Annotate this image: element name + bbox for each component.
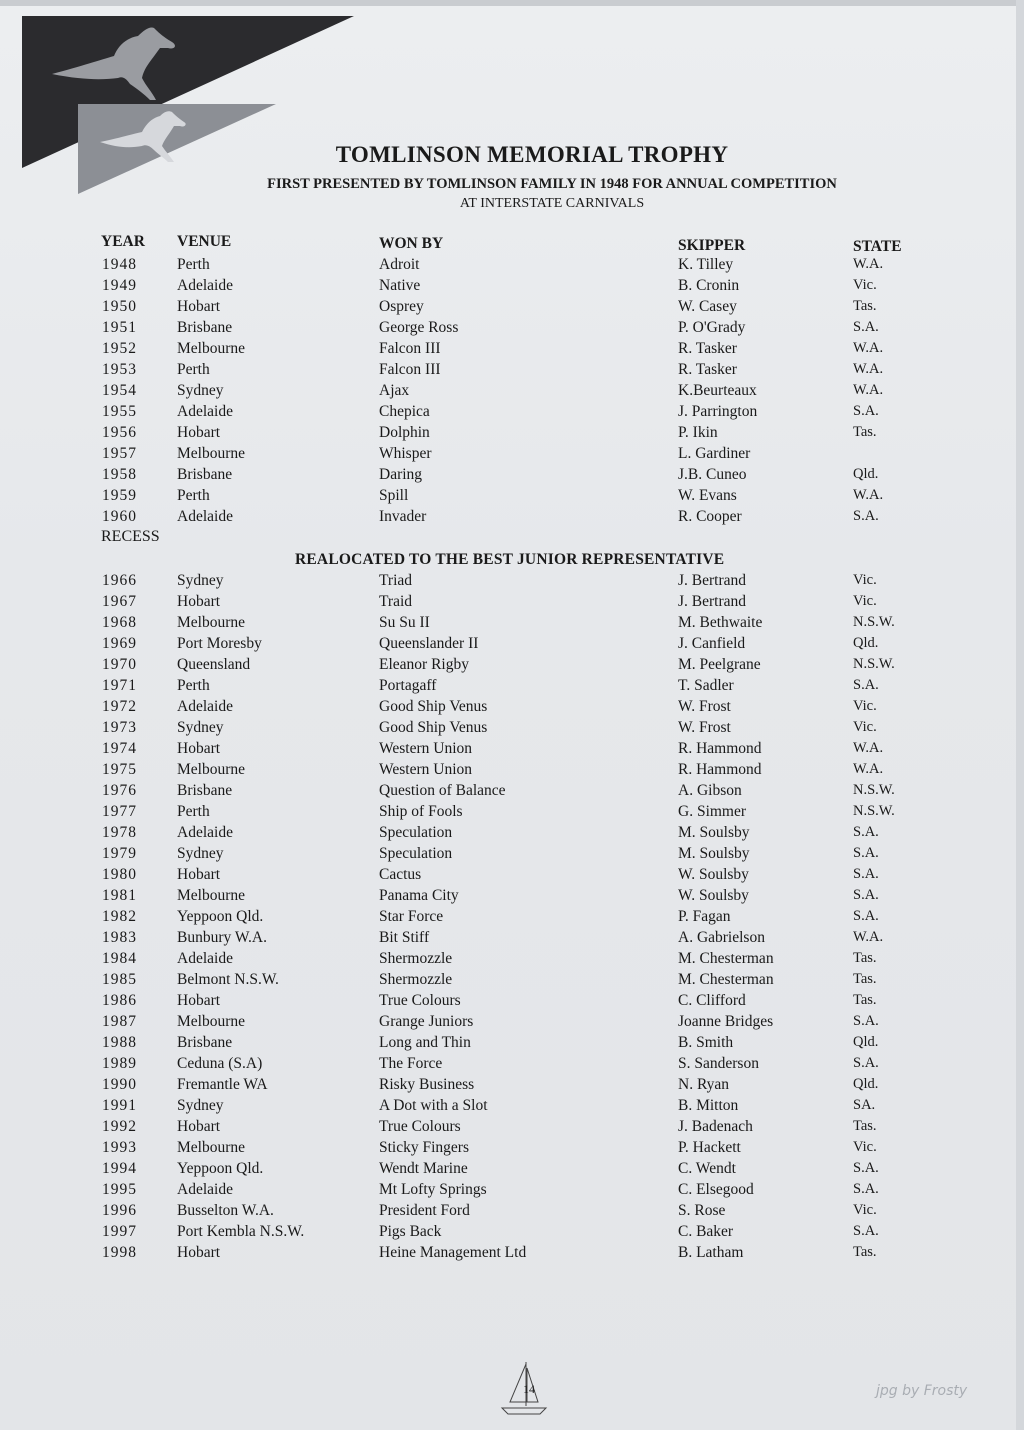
won-by-cell: Long and Thin	[379, 1034, 471, 1051]
won-by-cell: Sticky Fingers	[379, 1139, 469, 1156]
venue-cell: Sydney	[177, 572, 224, 589]
table-row	[0, 359, 1024, 380]
won-by-cell: Cactus	[379, 866, 422, 883]
state-cell: Tas.	[853, 992, 877, 1008]
venue-cell: Brisbane	[177, 1034, 233, 1051]
won-by-cell: Su Su II	[379, 614, 430, 631]
won-by-cell: The Force	[379, 1055, 443, 1072]
won-by-cell: Bit Stiff	[379, 929, 430, 946]
skipper-cell: M. Chesterman	[678, 950, 774, 967]
won-by-cell: Osprey	[379, 298, 424, 315]
state-cell: Vic.	[853, 593, 877, 609]
page-title: TOMLINSON MEMORIAL TROPHY	[335, 142, 729, 167]
year-cell: 1989	[102, 1055, 137, 1072]
state-cell: Vic.	[853, 277, 877, 293]
state-cell: S.A.	[853, 866, 879, 882]
skipper-cell: P. O'Grady	[678, 319, 746, 336]
year-cell: 1949	[102, 277, 137, 294]
state-cell: W.A.	[853, 740, 884, 756]
won-by-cell: Panama City	[379, 887, 459, 904]
table-row	[0, 717, 1024, 738]
table-row	[0, 506, 1024, 527]
table-row	[0, 1011, 1024, 1032]
venue-cell: Melbourne	[177, 340, 246, 357]
year-cell: 1981	[102, 887, 137, 904]
won-by-cell: Western Union	[379, 740, 473, 757]
state-cell: N.S.W.	[853, 782, 895, 798]
column-header-skipper: SKIPPER	[678, 237, 746, 254]
year-cell: 1966	[102, 572, 137, 589]
won-by-cell: True Colours	[379, 992, 461, 1009]
year-cell: 1952	[102, 340, 137, 357]
table-row	[0, 780, 1024, 801]
table-row	[0, 990, 1024, 1011]
won-by-cell: Portagaff	[379, 677, 437, 694]
skipper-cell: J. Canfield	[678, 635, 746, 652]
table-row	[0, 654, 1024, 675]
table-row	[0, 570, 1024, 591]
won-by-cell: Eleanor Rigby	[379, 656, 469, 673]
year-cell: 1960	[102, 508, 137, 525]
table-row	[0, 1053, 1024, 1074]
table-row	[0, 296, 1024, 317]
won-by-cell: Pigs Back	[379, 1223, 442, 1240]
year-cell: 1956	[102, 424, 137, 441]
state-cell: N.S.W.	[853, 614, 895, 630]
won-by-cell: Mt Lofty Springs	[379, 1181, 487, 1198]
state-cell: Tas.	[853, 971, 877, 987]
skipper-cell: M. Bethwaite	[678, 614, 763, 631]
state-cell: Tas.	[853, 950, 877, 966]
skipper-cell: M. Peelgrane	[678, 656, 761, 673]
skipper-cell: S. Sanderson	[678, 1055, 759, 1072]
table-row	[0, 885, 1024, 906]
venue-cell: Sydney	[177, 382, 224, 399]
venue-cell: Adelaide	[177, 403, 233, 420]
year-cell: 1976	[102, 782, 137, 799]
won-by-cell: Chepica	[379, 403, 430, 420]
table-row	[0, 801, 1024, 822]
state-cell: S.A.	[853, 319, 879, 335]
skipper-cell: S. Rose	[678, 1202, 726, 1219]
state-cell: Tas.	[853, 1118, 877, 1134]
state-cell: S.A.	[853, 1055, 879, 1071]
venue-cell: Melbourne	[177, 761, 246, 778]
table-row	[0, 948, 1024, 969]
won-by-cell: Adroit	[379, 256, 420, 273]
venue-cell: Brisbane	[177, 319, 233, 336]
state-cell: Vic.	[853, 719, 877, 735]
venue-cell: Perth	[177, 677, 210, 694]
won-by-cell: A Dot with a Slot	[379, 1097, 488, 1114]
won-by-cell: Triad	[379, 572, 413, 589]
state-cell: N.S.W.	[853, 803, 895, 819]
year-cell: 1993	[102, 1139, 137, 1156]
skipper-cell: K. Tilley	[678, 256, 734, 273]
won-by-cell: Falcon III	[379, 340, 441, 357]
table-row	[0, 1095, 1024, 1116]
table-row	[0, 696, 1024, 717]
state-cell: Qld.	[853, 466, 879, 482]
skipper-cell: G. Simmer	[678, 803, 747, 820]
year-cell: 1996	[102, 1202, 137, 1219]
state-cell: Qld.	[853, 1076, 879, 1092]
skipper-cell: T. Sadler	[678, 677, 734, 694]
table-row	[0, 485, 1024, 506]
year-cell: 1984	[102, 950, 137, 967]
venue-cell: Perth	[177, 256, 210, 273]
year-cell: 1974	[102, 740, 137, 757]
won-by-cell: Wendt Marine	[379, 1160, 468, 1177]
skipper-cell: J.B. Cuneo	[678, 466, 747, 483]
state-cell: S.A.	[853, 508, 879, 524]
year-cell: 1975	[102, 761, 137, 778]
venue-cell: Adelaide	[177, 950, 233, 967]
venue-cell: Hobart	[177, 740, 221, 757]
skipper-cell: W. Frost	[678, 698, 731, 715]
venue-cell: Busselton W.A.	[177, 1202, 274, 1219]
state-cell: Qld.	[853, 1034, 879, 1050]
won-by-cell: Heine Management Ltd	[379, 1244, 527, 1261]
state-cell: S.A.	[853, 1181, 879, 1197]
state-cell: S.A.	[853, 908, 879, 924]
table-row	[0, 864, 1024, 885]
won-by-cell: Ship of Fools	[379, 803, 463, 820]
year-cell: 1959	[102, 487, 137, 504]
venue-cell: Adelaide	[177, 824, 233, 841]
year-cell: 1958	[102, 466, 137, 483]
state-cell: S.A.	[853, 887, 879, 903]
state-cell: W.A.	[853, 382, 884, 398]
table-row	[0, 317, 1024, 338]
year-cell: 1983	[102, 929, 137, 946]
year-cell: 1998	[102, 1244, 137, 1261]
won-by-cell: Question of Balance	[379, 782, 506, 799]
skipper-cell: B. Smith	[678, 1034, 734, 1051]
venue-cell: Hobart	[177, 424, 221, 441]
table-row	[0, 927, 1024, 948]
skipper-cell: M. Chesterman	[678, 971, 774, 988]
table-row	[0, 906, 1024, 927]
won-by-cell: Shermozzle	[379, 950, 453, 967]
won-by-cell: Shermozzle	[379, 971, 453, 988]
won-by-cell: President Ford	[379, 1202, 470, 1219]
skipper-cell: P. Hackett	[678, 1139, 741, 1156]
skipper-cell: M. Soulsby	[678, 845, 750, 862]
subtitle-line-2: AT INTERSTATE CARNIVALS	[459, 196, 645, 211]
venue-cell: Perth	[177, 361, 210, 378]
table-row	[0, 338, 1024, 359]
state-cell: W.A.	[853, 256, 884, 272]
table-row	[0, 1074, 1024, 1095]
state-cell: S.A.	[853, 1160, 879, 1176]
table-row	[0, 254, 1024, 275]
year-cell: 1988	[102, 1034, 137, 1051]
skipper-cell: B. Mitton	[678, 1097, 739, 1114]
won-by-cell: Dolphin	[379, 424, 430, 441]
skipper-cell: R. Tasker	[678, 340, 737, 357]
year-cell: 1980	[102, 866, 137, 883]
table-row	[0, 443, 1024, 464]
skipper-cell: C. Elsegood	[678, 1181, 754, 1198]
table-row	[0, 464, 1024, 485]
column-header-year: YEAR	[101, 233, 145, 250]
state-cell: S.A.	[853, 677, 879, 693]
table-row	[0, 1242, 1024, 1263]
state-cell: W.A.	[853, 929, 884, 945]
year-cell: 1977	[102, 803, 137, 820]
year-cell: 1987	[102, 1013, 137, 1030]
won-by-cell: Queenslander II	[379, 635, 479, 652]
won-by-cell: Traid	[379, 593, 413, 610]
venue-cell: Ceduna (S.A)	[177, 1055, 263, 1072]
venue-cell: Sydney	[177, 845, 224, 862]
state-cell: Vic.	[853, 1202, 877, 1218]
won-by-cell: Falcon III	[379, 361, 441, 378]
venue-cell: Sydney	[177, 719, 224, 736]
won-by-cell: True Colours	[379, 1118, 461, 1135]
skipper-cell: J. Parrington	[678, 403, 758, 420]
year-cell: 1973	[102, 719, 137, 736]
year-cell: 1967	[102, 593, 137, 610]
year-cell: 1979	[102, 845, 137, 862]
table-row	[0, 1200, 1024, 1221]
skipper-cell: J. Badenach	[678, 1118, 753, 1135]
state-cell: S.A.	[853, 1013, 879, 1029]
venue-cell: Melbourne	[177, 1013, 246, 1030]
venue-cell: Adelaide	[177, 508, 233, 525]
state-cell: S.A.	[853, 824, 879, 840]
won-by-cell: Speculation	[379, 845, 453, 862]
state-cell: W.A.	[853, 761, 884, 777]
reallocated-heading: REALOCATED TO THE BEST JUNIOR REPRESENTATIVE	[295, 551, 725, 568]
year-cell: 1994	[102, 1160, 137, 1177]
table-row	[0, 1032, 1024, 1053]
venue-cell: Hobart	[177, 866, 221, 883]
venue-cell: Perth	[177, 487, 210, 504]
table-row	[0, 633, 1024, 654]
table-row	[0, 275, 1024, 296]
state-cell: Tas.	[853, 298, 877, 314]
venue-cell: Bunbury W.A.	[177, 929, 267, 946]
skipper-cell: A. Gabrielson	[678, 929, 765, 946]
state-cell: Vic.	[853, 1139, 877, 1155]
skipper-cell: J. Bertrand	[678, 572, 747, 589]
state-cell: Tas.	[853, 1244, 877, 1260]
venue-cell: Belmont N.S.W.	[177, 971, 279, 988]
venue-cell: Melbourne	[177, 614, 246, 631]
skipper-cell: P. Ikin	[678, 424, 718, 441]
state-cell: Tas.	[853, 424, 877, 440]
photo-credit: jpg by Frosty	[876, 1383, 968, 1399]
year-cell: 1970	[102, 656, 137, 673]
column-header-won-by: WON BY	[379, 235, 444, 252]
table-row	[0, 969, 1024, 990]
won-by-cell: Invader	[379, 508, 427, 525]
skipper-cell: C. Wendt	[678, 1160, 736, 1177]
year-cell: 1971	[102, 677, 137, 694]
year-cell: 1953	[102, 361, 137, 378]
skipper-cell: W. Casey	[678, 298, 737, 315]
won-by-cell: Good Ship Venus	[379, 698, 488, 715]
column-header-venue: VENUE	[177, 233, 232, 250]
venue-cell: Adelaide	[177, 277, 233, 294]
skipper-cell: L. Gardiner	[678, 445, 751, 462]
won-by-cell: Ajax	[379, 382, 410, 399]
skipper-cell: J. Bertrand	[678, 593, 747, 610]
state-cell: Vic.	[853, 698, 877, 714]
skipper-cell: P. Fagan	[678, 908, 731, 925]
state-cell: Qld.	[853, 635, 879, 651]
year-cell: 1985	[102, 971, 137, 988]
table-row	[0, 1158, 1024, 1179]
year-cell: 1992	[102, 1118, 137, 1135]
won-by-cell: Grange Juniors	[379, 1013, 474, 1030]
venue-cell: Adelaide	[177, 1181, 233, 1198]
venue-cell: Queensland	[177, 656, 251, 673]
year-cell: 1957	[102, 445, 137, 462]
skipper-cell: N. Ryan	[678, 1076, 730, 1093]
won-by-cell: Star Force	[379, 908, 444, 925]
year-cell: 1950	[102, 298, 137, 315]
column-header-state: STATE	[853, 238, 902, 255]
state-cell: W.A.	[853, 340, 884, 356]
table-row	[0, 675, 1024, 696]
skipper-cell: W. Frost	[678, 719, 731, 736]
table-row	[0, 380, 1024, 401]
table-row	[0, 1221, 1024, 1242]
table-row	[0, 843, 1024, 864]
venue-cell: Melbourne	[177, 887, 246, 904]
venue-cell: Perth	[177, 803, 210, 820]
table-row	[0, 1137, 1024, 1158]
venue-cell: Sydney	[177, 1097, 224, 1114]
page-number: 14	[523, 1382, 535, 1396]
venue-cell: Brisbane	[177, 466, 233, 483]
venue-cell: Fremantle WA	[177, 1076, 268, 1093]
venue-cell: Yeppoon Qld.	[177, 1160, 264, 1177]
table-row	[0, 401, 1024, 422]
venue-cell: Yeppoon Qld.	[177, 908, 264, 925]
year-cell: 1995	[102, 1181, 137, 1198]
year-cell: 1951	[102, 319, 137, 336]
skipper-cell: C. Baker	[678, 1223, 734, 1240]
state-cell: S.A.	[853, 403, 879, 419]
year-cell: 1954	[102, 382, 137, 399]
year-cell: 1997	[102, 1223, 137, 1240]
state-cell: S.A.	[853, 1223, 879, 1239]
table-row	[0, 422, 1024, 443]
won-by-cell: Spill	[379, 487, 409, 504]
venue-cell: Melbourne	[177, 445, 246, 462]
skipper-cell: K.Beurteaux	[678, 382, 757, 399]
state-cell: Vic.	[853, 572, 877, 588]
state-cell: W.A.	[853, 361, 884, 377]
skipper-cell: M. Soulsby	[678, 824, 750, 841]
won-by-cell: Western Union	[379, 761, 473, 778]
won-by-cell: Whisper	[379, 445, 432, 462]
table-row	[0, 1179, 1024, 1200]
won-by-cell: Native	[379, 277, 421, 294]
skipper-cell: B. Latham	[678, 1244, 744, 1261]
won-by-cell: Speculation	[379, 824, 453, 841]
skipper-cell: C. Clifford	[678, 992, 746, 1009]
venue-cell: Hobart	[177, 1244, 221, 1261]
skipper-cell: W. Soulsby	[678, 887, 749, 904]
state-cell: S.A.	[853, 845, 879, 861]
year-cell: 1978	[102, 824, 137, 841]
won-by-cell: Risky Business	[379, 1076, 475, 1093]
year-cell: 1982	[102, 908, 137, 925]
year-cell: 1986	[102, 992, 137, 1009]
venue-cell: Hobart	[177, 992, 221, 1009]
recess-label: RECESS	[101, 528, 160, 545]
table-row	[0, 591, 1024, 612]
venue-cell: Port Moresby	[177, 635, 262, 652]
skipper-cell: W. Evans	[678, 487, 737, 504]
venue-cell: Hobart	[177, 298, 221, 315]
year-cell: 1955	[102, 403, 137, 420]
year-cell: 1948	[102, 256, 137, 273]
table-row	[0, 612, 1024, 633]
skipper-cell: R. Cooper	[678, 508, 742, 525]
skipper-cell: R. Hammond	[678, 761, 762, 778]
venue-cell: Brisbane	[177, 782, 233, 799]
skipper-cell: A. Gibson	[678, 782, 742, 799]
state-cell: W.A.	[853, 487, 884, 503]
year-cell: 1969	[102, 635, 137, 652]
table-row	[0, 1116, 1024, 1137]
skipper-cell: R. Tasker	[678, 361, 737, 378]
year-cell: 1968	[102, 614, 137, 631]
venue-cell: Melbourne	[177, 1139, 246, 1156]
page-top-edge	[0, 0, 1024, 6]
state-cell: N.S.W.	[853, 656, 895, 672]
venue-cell: Hobart	[177, 593, 221, 610]
skipper-cell: B. Cronin	[678, 277, 740, 294]
skipper-cell: R. Hammond	[678, 740, 762, 757]
table-row	[0, 738, 1024, 759]
year-cell: 1991	[102, 1097, 137, 1114]
state-cell: SA.	[853, 1097, 876, 1113]
year-cell: 1990	[102, 1076, 137, 1093]
venue-cell: Port Kembla N.S.W.	[177, 1223, 305, 1240]
table-row	[0, 759, 1024, 780]
skipper-cell: Joanne Bridges	[678, 1013, 774, 1030]
won-by-cell: Good Ship Venus	[379, 719, 488, 736]
table-row	[0, 822, 1024, 843]
subtitle: FIRST PRESENTED BY TOMLINSON FAMILY IN 1948 FOR ANNUAL COMPETITION	[267, 176, 837, 192]
venue-cell: Hobart	[177, 1118, 221, 1135]
won-by-cell: George Ross	[379, 319, 459, 336]
year-cell: 1972	[102, 698, 137, 715]
venue-cell: Adelaide	[177, 698, 233, 715]
won-by-cell: Daring	[379, 466, 423, 483]
skipper-cell: W. Soulsby	[678, 866, 749, 883]
